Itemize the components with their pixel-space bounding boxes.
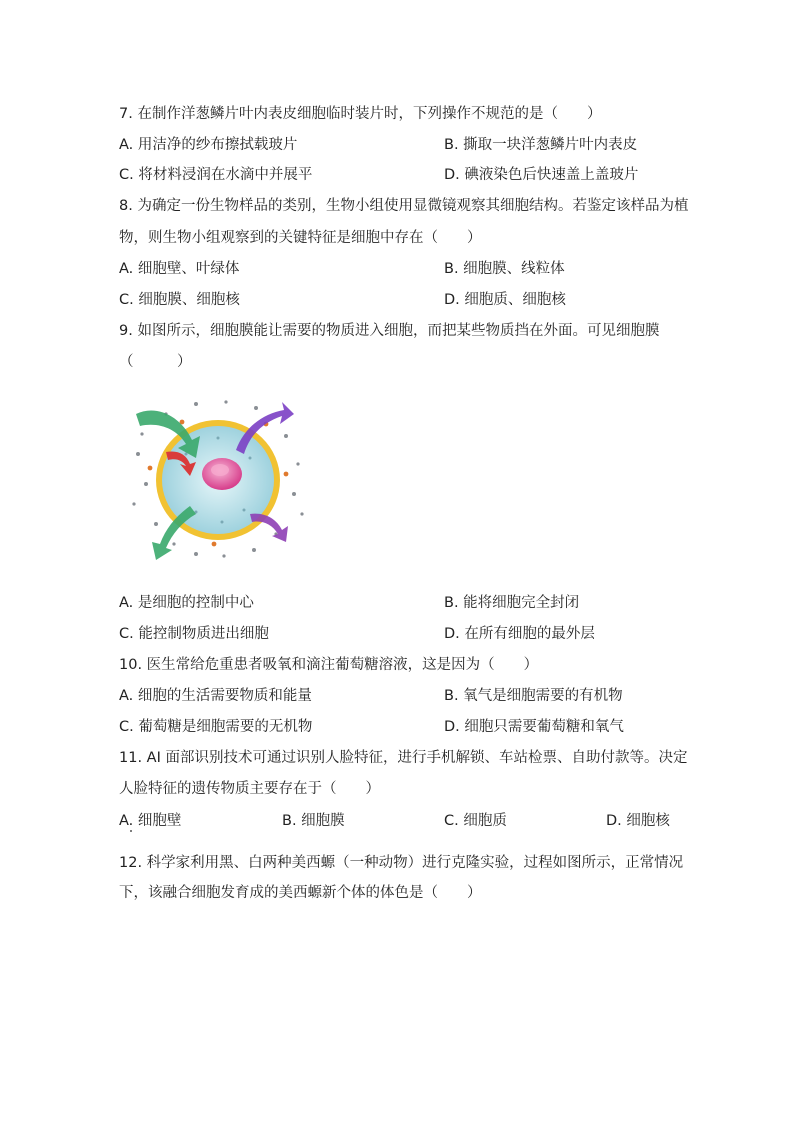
q8-option-b: B. 细胞膜、线粒体 — [444, 261, 565, 277]
q9-option-a: A. 是细胞的控制中心 — [119, 595, 254, 611]
q11-stem-line1: 11. AI 面部识别技术可通过识别人脸特征，进行手机解锁、车站检票、自助付款等。决定 — [119, 750, 688, 766]
q12-stem-line2: 下，该融合细胞发育成的美西螈新个体的体色是（ ） — [119, 885, 482, 901]
q8-option-c: C. 细胞膜、细胞核 — [119, 292, 240, 308]
q9-option-c: C. 能控制物质进出细胞 — [119, 626, 269, 642]
q10-option-a: A. 细胞的生活需要物质和能量 — [119, 688, 312, 704]
q11-option-c: C. 细胞质 — [444, 813, 507, 829]
cell-membrane-figure — [126, 394, 306, 566]
q10-option-c: C. 葡萄糖是细胞需要的无机物 — [119, 719, 313, 735]
q7-stem: 7. 在制作洋葱鳞片叶内表皮细胞临时装片时，下列操作不规范的是（ ） — [119, 106, 602, 122]
q8-stem-line2: 物，则生物小组观察到的关键特征是细胞中存在（ ） — [119, 230, 482, 246]
q11-option-b: B. 细胞膜 — [282, 813, 345, 829]
q7-option-d: D. 碘液染色后快速盖上盖玻片 — [444, 167, 639, 183]
q8-stem-line1: 8. 为确定一份生物样品的类别，生物小组使用显微镜观察其细胞结构。若鉴定该样品为植 — [119, 198, 689, 214]
q9-option-d: D. 在所有细胞的最外层 — [444, 626, 595, 642]
q9-option-b: B. 能将细胞完全封闭 — [444, 595, 580, 611]
q9-stem-line1: 9. 如图所示，细胞膜能让需要的物质进入细胞，而把某些物质挡在外面。可见细胞膜 — [119, 323, 660, 339]
q11-option-a: A. 细胞壁 — [119, 813, 182, 829]
q10-stem: 10. 医生常给危重患者吸氧和滴注葡萄糖溶液，这是因为（ ） — [119, 657, 539, 673]
stray-dot — [130, 830, 132, 832]
q8-option-d: D. 细胞质、细胞核 — [444, 292, 566, 308]
q7-option-a: A. 用洁净的纱布擦拭载玻片 — [119, 137, 298, 153]
q8-option-a: A. 细胞壁、叶绿体 — [119, 261, 240, 277]
q10-option-d: D. 细胞只需要葡萄糖和氧气 — [444, 719, 624, 735]
q11-option-d: D. 细胞核 — [606, 813, 670, 829]
cell-membrane-diagram-icon — [126, 394, 306, 566]
q7-option-b: B. 撕取一块洋葱鳞片叶内表皮 — [444, 137, 638, 153]
q9-stem-line2: （ ） — [119, 354, 192, 370]
q12-stem-line1: 12. 科学家利用黑、白两种美西螈（一种动物）进行克隆实验，过程如图所示，正常情况 — [119, 855, 684, 871]
q10-option-b: B. 氧气是细胞需要的有机物 — [444, 688, 623, 704]
q7-option-c: C. 将材料浸润在水滴中并展平 — [119, 167, 313, 183]
q11-stem-line2: 人脸特征的遗传物质主要存在于（ ） — [119, 781, 380, 797]
